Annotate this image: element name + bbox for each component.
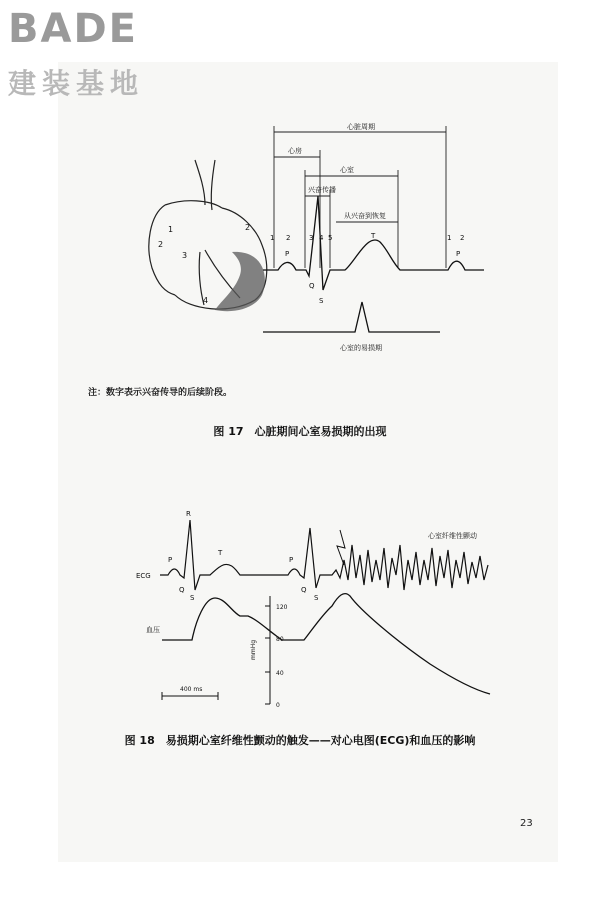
- timescale-label: 400 ms: [180, 686, 203, 693]
- label-cardiac-cycle: 心脏周期: [347, 123, 375, 131]
- wave-q: Q: [309, 282, 315, 290]
- wave-p: P: [168, 556, 173, 564]
- wave-p: P: [285, 250, 290, 258]
- wave-p-next: P: [456, 250, 461, 258]
- wave-s: S: [314, 594, 319, 602]
- axis-unit: mmHg: [250, 639, 257, 660]
- page-number: 23: [520, 818, 533, 829]
- trigger-mark: [337, 530, 345, 565]
- tick-label-40: 40: [276, 670, 284, 677]
- ecg-trace-fig18: [160, 520, 488, 590]
- wave-p: P: [289, 556, 294, 564]
- heart-number-2b: 2: [245, 223, 251, 232]
- logo-brand: BADE: [8, 6, 138, 52]
- tick-label-80: 80: [276, 636, 284, 643]
- wave-t: T: [218, 549, 223, 557]
- logo-subtitle: 建装基地: [8, 67, 145, 100]
- phase-number: 5: [328, 234, 333, 242]
- tick-label-0: 0: [276, 702, 280, 709]
- figure17-note: 注：数字表示兴奋传导的后续阶段。: [88, 388, 233, 398]
- tick-label-120: 120: [276, 604, 288, 611]
- label-excitation: 兴奋传播: [308, 186, 336, 194]
- phase-number: 2: [460, 234, 465, 242]
- label-ventricle: 心室: [340, 166, 354, 174]
- label-ecg: ECG: [136, 572, 151, 580]
- phase-number: 1: [447, 234, 452, 242]
- heart-number-3: 3: [182, 251, 188, 260]
- heart-number-1: 1: [168, 225, 174, 234]
- figure17-caption: 图 17 心脏期间心室易损期的出现: [213, 425, 387, 438]
- blood-pressure-trace: [162, 594, 490, 694]
- wave-s: S: [190, 594, 195, 602]
- label-vulnerable-period: 心室的易损期: [340, 344, 382, 352]
- wave-r: R: [186, 510, 191, 518]
- label-vf: 心室纤维性颤动: [428, 532, 477, 540]
- phase-number: 3: [309, 234, 314, 242]
- wave-s: S: [319, 297, 324, 305]
- wave-q: Q: [179, 586, 185, 594]
- label-blood-pressure: 血压: [146, 626, 160, 634]
- heart-number-4: 4: [203, 296, 209, 305]
- label-atrium: 心房: [288, 147, 302, 155]
- phase-number: 2: [286, 234, 291, 242]
- wave-q: Q: [301, 586, 307, 594]
- label-recovery: 从兴奋到恢复: [344, 212, 386, 220]
- figure18-caption: 图 18 易损期心室纤维性颤动的触发——对心电图(ECG)和血压的影响: [124, 734, 476, 747]
- wave-t: T: [371, 232, 376, 240]
- phase-number: 4: [319, 234, 324, 242]
- phase-number: 1: [270, 234, 275, 242]
- heart-number-2a: 2: [158, 240, 164, 249]
